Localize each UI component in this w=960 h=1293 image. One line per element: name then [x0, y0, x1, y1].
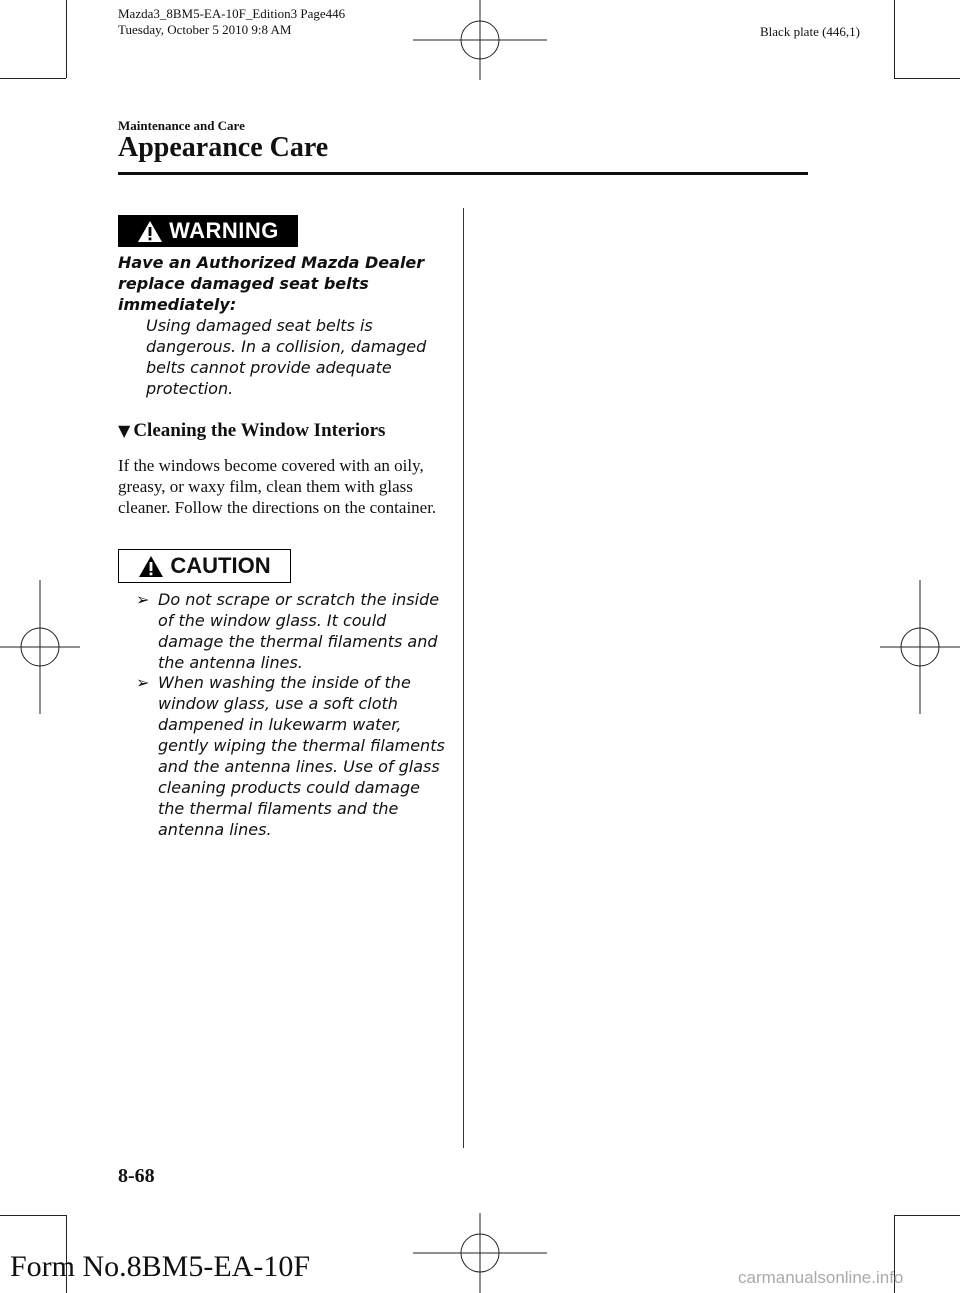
registration-mark-icon [0, 580, 80, 714]
list-item [136, 589, 446, 673]
print-header-line1: Mazda3_8BM5-EA-10F_Edition3 Page446 [118, 6, 346, 21]
subsection-title: Cleaning the Window Interiors [133, 420, 386, 441]
page-title: Appearance Care [118, 132, 329, 163]
title-rule [118, 172, 808, 175]
list-item [136, 672, 446, 840]
caution-item-text: When washing the inside of the window glass, use a soft cloth dampened in lukewarm water, gently wiping the thermal filaments and the antenna lines. Use of glass cleaning products could damage the thermal filaments and the antenna lines. [158, 673, 445, 839]
registration-mark-icon [413, 0, 547, 80]
caution-banner [118, 549, 291, 583]
section-label: Maintenance and Care [118, 118, 245, 133]
column-divider [463, 208, 464, 1148]
form-number: Form No.8BM5-EA-10F [10, 1250, 311, 1283]
warning-triangle-icon [137, 220, 163, 243]
arrow-bullet-icon: ➢ [136, 673, 150, 692]
print-header [118, 6, 345, 38]
down-triangle-icon: ▼ [118, 421, 131, 440]
warning-body: Using damaged seat belts is dangerous. In a collision, damaged belts cannot provide adequate protection. [146, 316, 427, 398]
caution-triangle-icon [138, 555, 164, 578]
subsection-body: If the windows become covered with an oily, greasy, or waxy film, clean them with glass cleaner. Follow the directions on the container. [118, 456, 437, 517]
caution-item-text: Do not scrape or scratch the inside of the window glass. It could damage the thermal filaments and the antenna lines. [158, 590, 440, 672]
warning-label: WARNING [169, 218, 279, 243]
arrow-bullet-icon: ➢ [136, 590, 150, 609]
plate-label: Black plate (446,1) [760, 24, 860, 39]
warning-banner [118, 215, 298, 247]
page-number: 8-68 [118, 1165, 155, 1187]
print-header-line2: Tuesday, October 5 2010 9:8 AM [118, 22, 292, 37]
subsection-heading [118, 420, 385, 442]
registration-mark-icon [413, 1213, 547, 1293]
watermark: carmanualsonline.info [738, 1268, 904, 1287]
caution-label: CAUTION [170, 553, 271, 578]
registration-mark-icon [880, 580, 960, 714]
warning-heading: Have an Authorized Mazda Dealer replace damaged seat belts immediately: [118, 253, 425, 314]
